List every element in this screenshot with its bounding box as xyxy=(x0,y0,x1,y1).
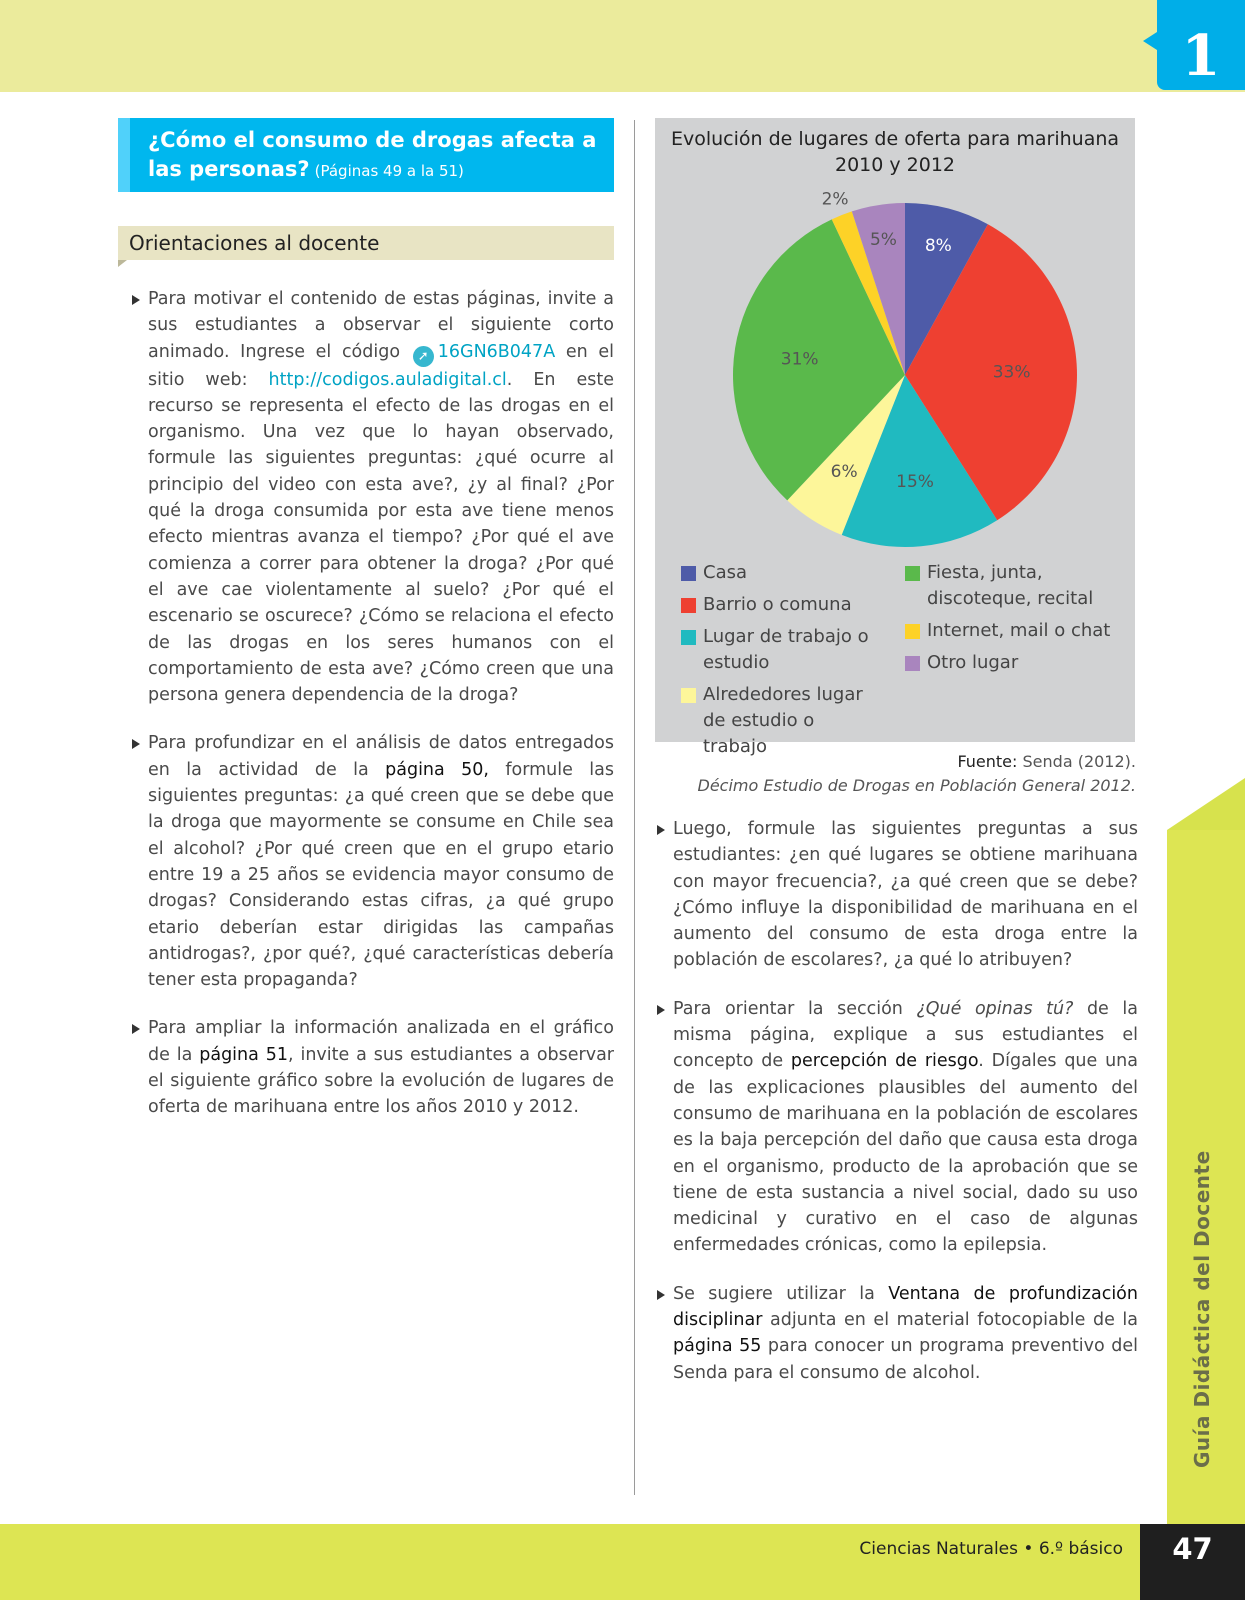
legend-label: Casa xyxy=(703,562,748,583)
section-pages: (Páginas 49 a la 51) xyxy=(314,162,464,180)
slice-label: 33% xyxy=(992,362,1031,383)
column-divider xyxy=(634,120,635,1495)
left-column xyxy=(118,118,614,1121)
bullet-text: . En este recurso se representa el efecto de las drogas en el organismo. Una vez que lo hayan observado, formule las siguientes preguntas: ¿qué ocurre al principio del video con esta ave?, ¿y al final? ¿Por qué la droga consumida por esta ave tiene menos efecto mientras avanza el tiempo? ¿Por qué el ave comienza a correr para obtener la droga? ¿Por qué el ave cae violentamente al suelo? ¿Por qué el escenario se oscurece? ¿Cómo se relaciona el efecto de las drogas en los seres humanos con el comportamiento de esta ave? ¿Cómo creen que una persona genera dependencia de la droga? xyxy=(148,369,614,706)
legend-right xyxy=(905,560,1120,682)
page-reference: página 51 xyxy=(199,1044,289,1065)
legend-left xyxy=(681,560,881,766)
page-reference: página 55 xyxy=(673,1336,762,1357)
legend-swatch xyxy=(681,688,696,703)
legend-item xyxy=(681,592,881,618)
resource-reference: Ventana de profundización disciplinar xyxy=(673,1283,1138,1331)
legend-label: Alrededores lugar de estudio o trabajo xyxy=(703,684,863,757)
rocket-icon: ➚ xyxy=(413,346,434,367)
chapter-tab xyxy=(1157,0,1245,90)
slice-label: 8% xyxy=(924,236,952,257)
sidebar-label: Guía Didáctica del Docente xyxy=(1190,1150,1214,1468)
bullet-text: Para profundizar en el análisis de datos entregados en la actividad de la xyxy=(148,733,614,780)
legend-item xyxy=(905,618,1120,644)
bullet-text: Para orientar la sección xyxy=(673,998,903,1019)
legend-item xyxy=(905,650,1120,676)
bullet-text: de la misma página, explique a sus estudiantes el concepto de xyxy=(673,998,1138,1072)
legend-item xyxy=(681,682,881,760)
legend-label: Otro lugar xyxy=(927,652,1019,673)
legend-swatch xyxy=(681,566,696,581)
section-title-box xyxy=(118,118,614,192)
chapter-number: 1 xyxy=(1181,23,1221,89)
slice-label: 31% xyxy=(780,349,819,370)
page-reference: página 50, xyxy=(385,759,489,780)
bullet-text: Se sugiere utilizar la xyxy=(673,1283,875,1304)
bullet-text: adjunta en el material fotocopiable de la xyxy=(769,1310,1138,1331)
source-label: Fuente: xyxy=(957,752,1018,771)
list-item xyxy=(118,286,614,708)
list-item xyxy=(118,730,614,993)
pie-chart xyxy=(655,118,1135,558)
slice-label: 6% xyxy=(830,461,858,482)
section-reference: ¿Qué opinas tú? xyxy=(916,998,1074,1019)
bullet-text: en el sitio web: xyxy=(148,341,614,390)
section-title: ¿Cómo el consumo de drogas afecta a las personas? xyxy=(148,128,597,181)
legend-item xyxy=(905,560,1120,612)
list-item xyxy=(118,1015,614,1120)
bullet-text: formule las siguientes preguntas: ¿a qué creen que se debe que la droga que mayormente se consume en Chile sea el alcohol? ¿Por qué creen que en el grupo etario entre 19 a 25 años se evidencia mayor consumo de drogas? Considerando estas cifras, ¿a qué grupo etario deberían estar dirigidas las campañas antidrogas?, ¿por qué?, ¿qué características debería tener esta propaganda? xyxy=(148,759,614,991)
bullet-text: , invite a sus estudiantes a observar el siguiente gráfico sobre la evolución de lugares de oferta de marihuana entre los años 2010 y 2012. xyxy=(148,1044,614,1118)
key-concept: percepción de riesgo xyxy=(790,1051,979,1072)
page-number: 47 xyxy=(1140,1524,1245,1600)
legend-label: Lugar de trabajo o estudio xyxy=(703,626,869,673)
right-column xyxy=(655,118,1138,1386)
bullet-text: para conocer un programa preventivo del Senda para el consumo de alcohol. xyxy=(673,1336,1138,1383)
legend-swatch xyxy=(905,624,920,639)
legend-swatch xyxy=(681,598,696,613)
slice-label: 5% xyxy=(869,230,897,251)
list-item xyxy=(655,1281,1138,1386)
legend-swatch xyxy=(905,566,920,581)
sidebar-corner xyxy=(1167,778,1245,830)
legend-label: Internet, mail o chat xyxy=(927,620,1111,641)
web-link[interactable]: http://codigos.auladigital.cl xyxy=(268,369,507,390)
source-study: Décimo Estudio de Drogas en Población General 2012. xyxy=(697,776,1136,795)
bullet-text: . Dígales que una de las explicaciones plausibles del aumento del consumo de marihuana en la población de escolares es la baja percepción del daño que causa esta droga en el organismo, producto de la aprobación que se tiene de esta sustancia a nivel social, dado su uso medicinal y curativo en el caso de algunas enfermedades crónicas, como la epilepsia. xyxy=(673,1051,1138,1256)
resource-code: 16GN6B047A xyxy=(437,341,556,362)
legend-item xyxy=(681,624,881,676)
source-text: Senda (2012). xyxy=(1022,752,1136,771)
legend-label: Barrio o comuna xyxy=(703,594,852,615)
slice-label: 15% xyxy=(896,472,934,493)
pie-chart-box xyxy=(655,118,1135,757)
legend-swatch xyxy=(681,630,696,645)
legend-item xyxy=(681,560,881,586)
footer-subject: Ciencias Naturales • 6.º básico xyxy=(859,1539,1123,1559)
bullet-text: Para ampliar la información analizada en el gráfico de la xyxy=(148,1018,614,1065)
legend-label: Fiesta, junta, discoteque, recital xyxy=(927,562,1094,609)
list-item xyxy=(655,996,1138,1259)
legend-swatch xyxy=(905,656,920,671)
list-item xyxy=(655,816,1138,974)
slice-label: 2% xyxy=(821,189,849,210)
bullet-text: Luego, formule las siguientes preguntas a sus estudiantes: ¿en qué lugares se obtiene marihuana con mayor frecuencia?, ¿a qué creen que se debe? ¿Cómo influye la disponibilidad de marihuana en el aumento del consumo de esta droga entre la población de escolares?, ¿a qué lo atribuyen? xyxy=(673,819,1138,971)
top-band xyxy=(0,0,1245,92)
bullet-text: Para motivar el contenido de estas páginas, invite a sus estudiantes a observar el siguiente corto animado. Ingrese el código xyxy=(148,289,614,362)
chart-title: Evolución de lugares de oferta para marihuana 2010 y 2012 xyxy=(670,128,1120,176)
right-bullet-list xyxy=(655,816,1138,1386)
orientations-heading: Orientaciones al docente xyxy=(118,226,614,260)
left-bullet-list xyxy=(118,286,614,1121)
